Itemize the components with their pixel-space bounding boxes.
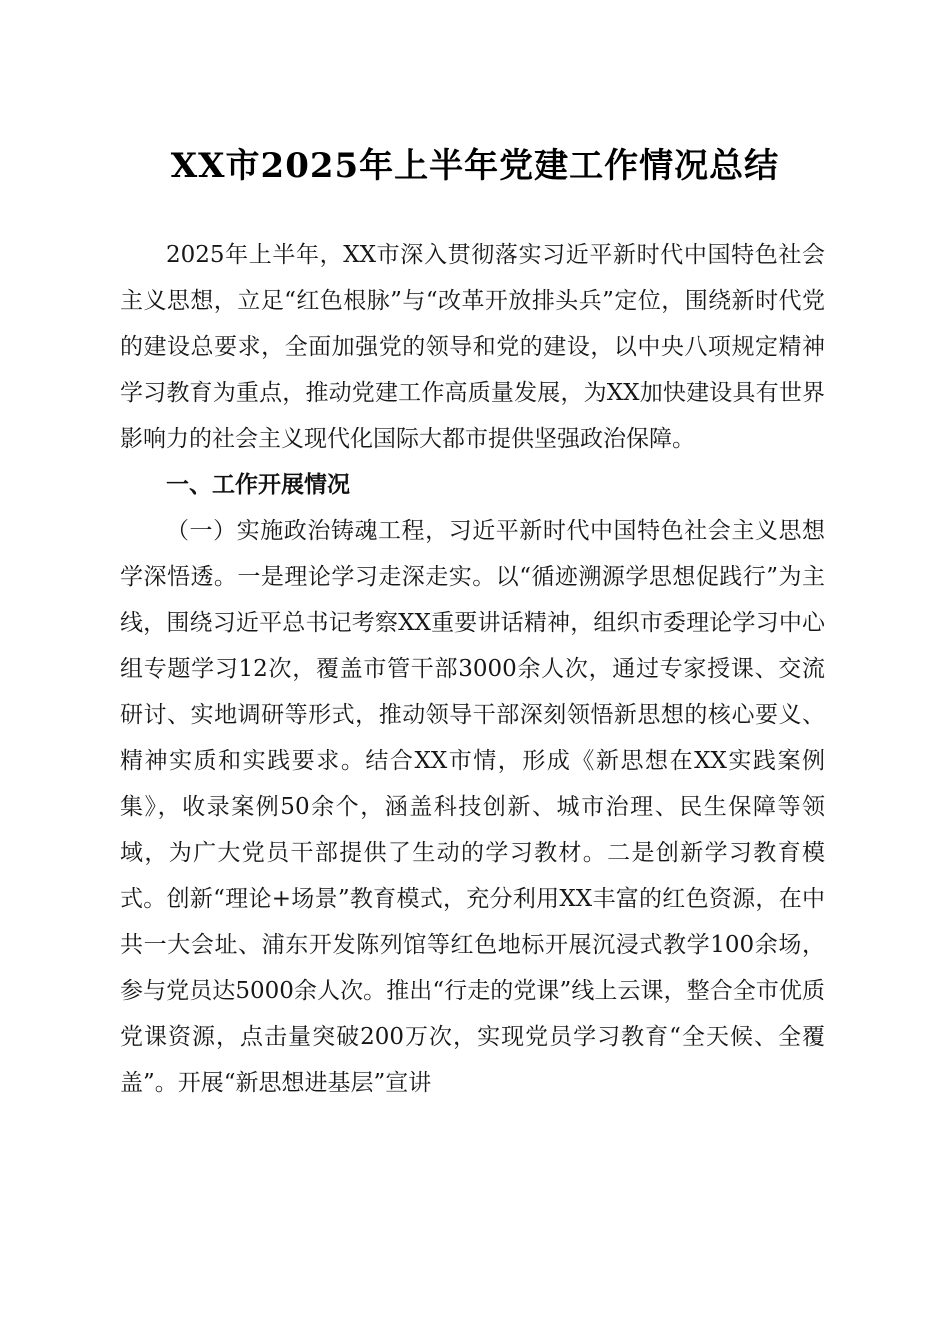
document-body: [120, 232, 825, 1106]
section-heading: 一、工作开展情况: [166, 472, 350, 498]
body-paragraph: （一）实施政治铸魂工程，习近平新时代中国特色社会主义思想学深悟透。一是理论学习走深走实。以“循迹溯源学思想促践行”为主线，围绕习近平总书记考察XX重要讲话精神，组织市委理论学习中心组专题学习12次，覆盖市管干部3000余人次，通过专家授课、交流研讨、实地调研等形式，推动领导干部深刻领悟新思想的核心要义、精神实质和实践要求。结合XX市情，形成《新思想在XX实践案例集》，收录案例50余个，涵盖科技创新、城市治理、民生保障等领域，为广大党员干部提供了生动的学习教材。二是创新学习教育模式。创新“理论+场景”教育模式，充分利用XX丰富的红色资源，在中共一大会址、浦东开发陈列馆等红色地标开展沉浸式教学100余场，参与党员达5000余人次。推出“行走的党课”线上云课，整合全市优质党课资源，点击量突破200万次，实现党员学习教育“全天候、全覆盖”。开展“新思想进基层”宣讲: [120, 518, 825, 1096]
intro-paragraph: 2025年上半年，XX市深入贯彻落实习近平新时代中国特色社会主义思想，立足“红色根脉”与“改革开放排头兵”定位，围绕新时代党的建设总要求，全面加强党的领导和党的建设，以中央八项规定精神学习教育为重点，推动党建工作高质量发展，为XX加快建设具有世界影响力的社会主义现代化国际大都市提供坚强政治保障。: [120, 242, 825, 452]
document-title: XX市2025年上半年党建工作情况总结: [170, 146, 780, 186]
